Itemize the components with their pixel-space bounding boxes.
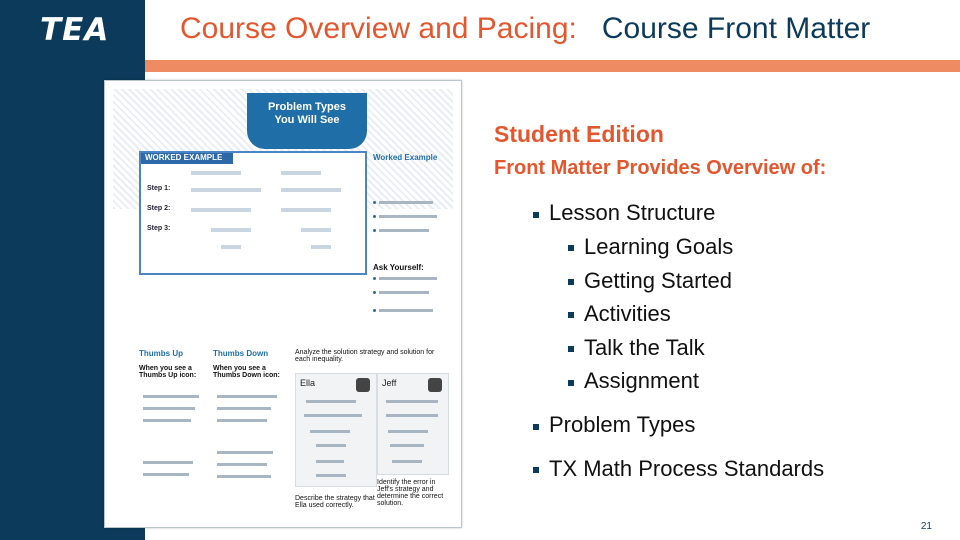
ella-label: Ella [300, 378, 316, 388]
text-line [217, 463, 267, 466]
bullet-dot [373, 309, 376, 312]
jeff-label: Jeff [382, 378, 397, 388]
list-item-assignment: Assignment [584, 368, 699, 393]
text-line [217, 395, 277, 398]
equation-line [301, 228, 331, 232]
thumbs-down-icon [428, 378, 442, 392]
jeff-card [377, 373, 449, 475]
text-line [304, 414, 362, 417]
text-line [379, 291, 429, 294]
text-line [316, 460, 344, 463]
list-item-getting-started: Getting Started [584, 268, 732, 293]
bullet-dot [373, 215, 376, 218]
list-item-tx-math-process-standards: TX Math Process Standards [549, 456, 825, 481]
bullet-icon [568, 245, 574, 251]
text-line [143, 419, 191, 422]
equation-line [221, 245, 241, 249]
bullet-dot [373, 277, 376, 280]
text-line [143, 461, 193, 464]
text-line [386, 414, 438, 417]
step-1-label: Step 1: [147, 185, 171, 192]
list-item-activities: Activities [584, 301, 671, 326]
jeff-caption: Identify the error in Jeff's strategy and determine the correct solution. [377, 479, 444, 507]
ella-card [295, 373, 377, 487]
list-item-talk-the-talk: Talk the Talk [584, 335, 705, 360]
bullet-icon [533, 212, 539, 218]
thumbs-up-icon [356, 378, 370, 392]
text-line [143, 395, 199, 398]
page-title [180, 12, 870, 46]
student-edition-title: Student Edition [494, 121, 664, 147]
bullet-icon [533, 424, 539, 430]
ask-yourself-heading: Ask Yourself: [373, 263, 424, 272]
bullet-icon [568, 380, 574, 386]
equation-line [311, 245, 331, 249]
text-line [143, 473, 189, 476]
title-part-2: Course Front Matter [601, 12, 871, 45]
text-line [316, 444, 346, 447]
equation-line [281, 171, 321, 175]
text-line [316, 474, 346, 477]
problem-types-banner [247, 93, 367, 149]
ella-caption: Describe the strategy that Ella used correctly. [295, 495, 375, 509]
text-line [310, 430, 350, 433]
bullet-icon [568, 279, 574, 285]
text-line [306, 400, 356, 403]
text-line [217, 407, 271, 410]
analyze-instruction: Analyze the solution strategy and solution for each inequality. [295, 349, 435, 363]
text-line [143, 407, 195, 410]
text-line [217, 419, 267, 422]
banner-line-2: You Will See [274, 114, 340, 126]
bullet-icon [568, 346, 574, 352]
equation-line [191, 208, 251, 212]
text-line [379, 277, 437, 280]
step-3-label: Step 3: [147, 225, 171, 232]
student-edition-subtitle: Front Matter Provides Overview of: [494, 157, 827, 179]
bullet-dot [373, 291, 376, 294]
thumbs-up-heading: When you see a Thumbs Up icon: [139, 365, 197, 379]
text-line [390, 444, 424, 447]
equation-line [191, 171, 241, 175]
equation-line [281, 188, 341, 192]
text-line [217, 451, 273, 454]
step-2-label: Step 2: [147, 205, 171, 212]
text-line [379, 201, 433, 204]
thumbs-up-title: Thumbs Up [139, 349, 183, 358]
text-line [388, 430, 428, 433]
banner-line-1: Problem Types [267, 101, 347, 113]
list-item-lesson-structure: Lesson Structure [549, 200, 716, 225]
worked-example-side-title: Worked Example [373, 153, 438, 162]
equation-line [281, 208, 331, 212]
worked-example-label: WORKED EXAMPLE [141, 153, 233, 164]
orange-stripe [145, 60, 960, 72]
title-part-1: Course Overview and Pacing: [180, 12, 577, 45]
thumbs-down-heading: When you see a Thumbs Down icon: [213, 365, 280, 379]
text-line [392, 460, 422, 463]
text-line [217, 475, 271, 478]
text-line [379, 229, 429, 232]
thumbs-down-title: Thumbs Down [213, 349, 269, 358]
student-edition-page-thumbnail [104, 80, 462, 528]
text-line [379, 215, 437, 218]
text-line [379, 309, 433, 312]
bullet-dot [373, 201, 376, 204]
text-line [386, 400, 438, 403]
page-number: 21 [920, 521, 932, 532]
bullet-dot [373, 229, 376, 232]
list-item-learning-goals: Learning Goals [584, 234, 734, 259]
bullet-icon [533, 467, 539, 473]
worked-example-box [139, 151, 367, 275]
list-item-problem-types: Problem Types [549, 412, 696, 437]
equation-line [191, 188, 261, 192]
bullet-icon [568, 312, 574, 318]
equation-line [211, 228, 251, 232]
tea-logo: TEA [40, 12, 110, 48]
